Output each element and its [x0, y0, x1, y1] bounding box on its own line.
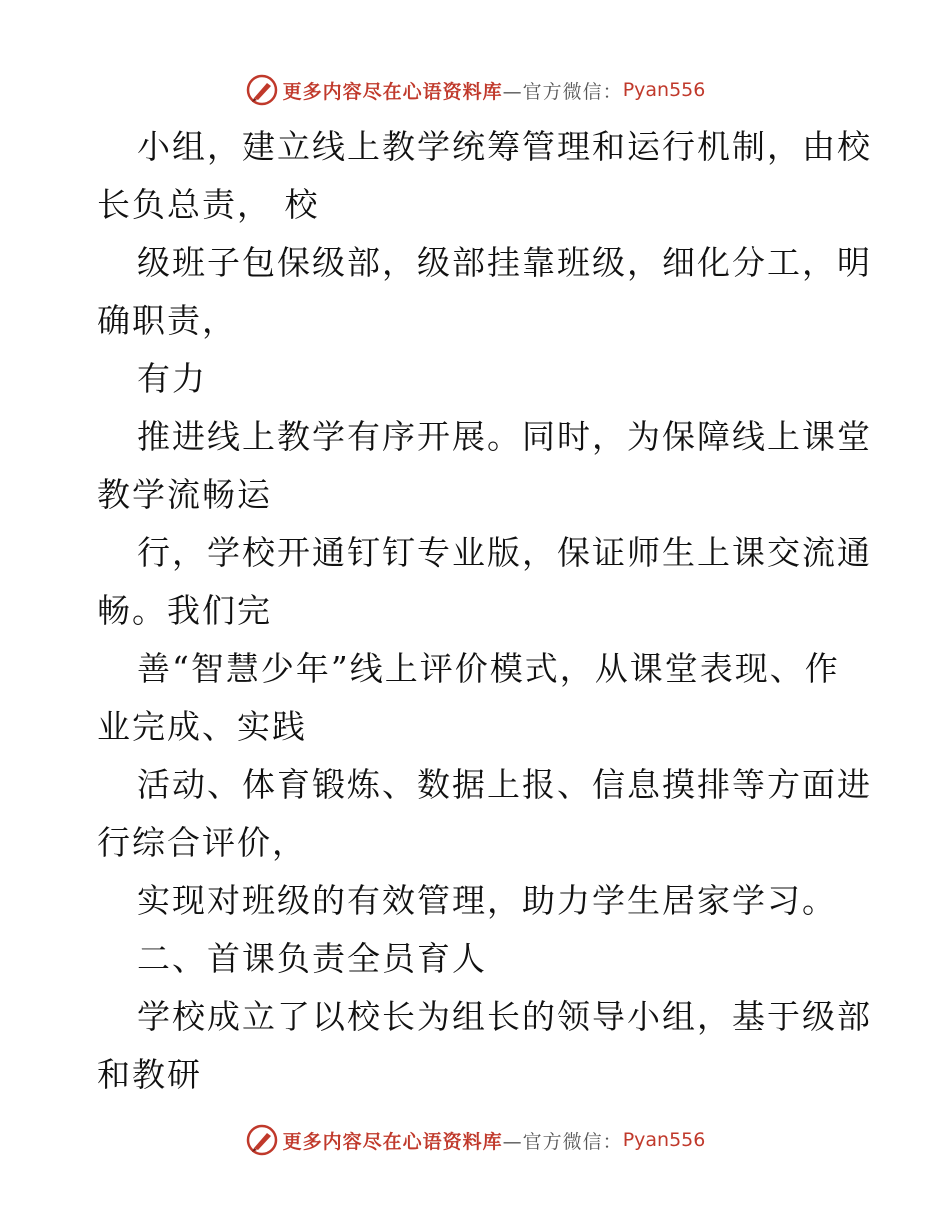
watermark-wechat-id: Pyan556 [622, 1129, 706, 1151]
text-line: 和教研 [97, 1055, 202, 1094]
section-heading: 二、首课负责全员育人 [137, 939, 487, 978]
text-line: 实现对班级的有效管理，助力学生居家学习。 [137, 881, 837, 920]
watermark-text: 更多内容尽在心语资料库 [282, 80, 503, 103]
text-line: 畅。我们完 [97, 591, 272, 630]
text-line: 有力 [137, 359, 207, 398]
text-line: 活动、体育锻炼、数据上报、信息摸排等方面进 [137, 765, 872, 804]
header-watermark [0, 70, 950, 110]
footer-watermark [0, 1120, 950, 1160]
watermark-separator: —官方微信： [502, 80, 623, 103]
watermark-wechat-id: Pyan556 [622, 79, 706, 101]
text-line: 长负总责， 校 [97, 185, 320, 224]
text-line: 确职责， [97, 301, 237, 340]
text-line: 善“智慧少年”线上评价模式，从课堂表现、作 [137, 649, 840, 688]
pen-logo-icon [245, 1123, 279, 1157]
text-line: 行，学校开通钉钉专业版，保证师生上课交流通 [137, 533, 872, 572]
text-line: 教学流畅运 [97, 475, 272, 514]
text-line: 业完成、实践 [97, 707, 307, 746]
text-line: 级班子包保级部，级部挂靠班级，细化分工，明 [137, 243, 872, 282]
text-line: 行综合评价， [97, 823, 307, 862]
document-body [97, 118, 872, 1104]
text-line: 推进线上教学有序开展。同时，为保障线上课堂 [137, 417, 872, 456]
text-line: 学校成立了以校长为组长的领导小组，基于级部 [137, 997, 872, 1036]
watermark-text: 更多内容尽在心语资料库 [282, 1130, 503, 1153]
pen-logo-icon [245, 73, 279, 107]
text-line: 小组，建立线上教学统筹管理和运行机制，由校 [137, 127, 872, 166]
watermark-separator: —官方微信： [502, 1130, 623, 1153]
